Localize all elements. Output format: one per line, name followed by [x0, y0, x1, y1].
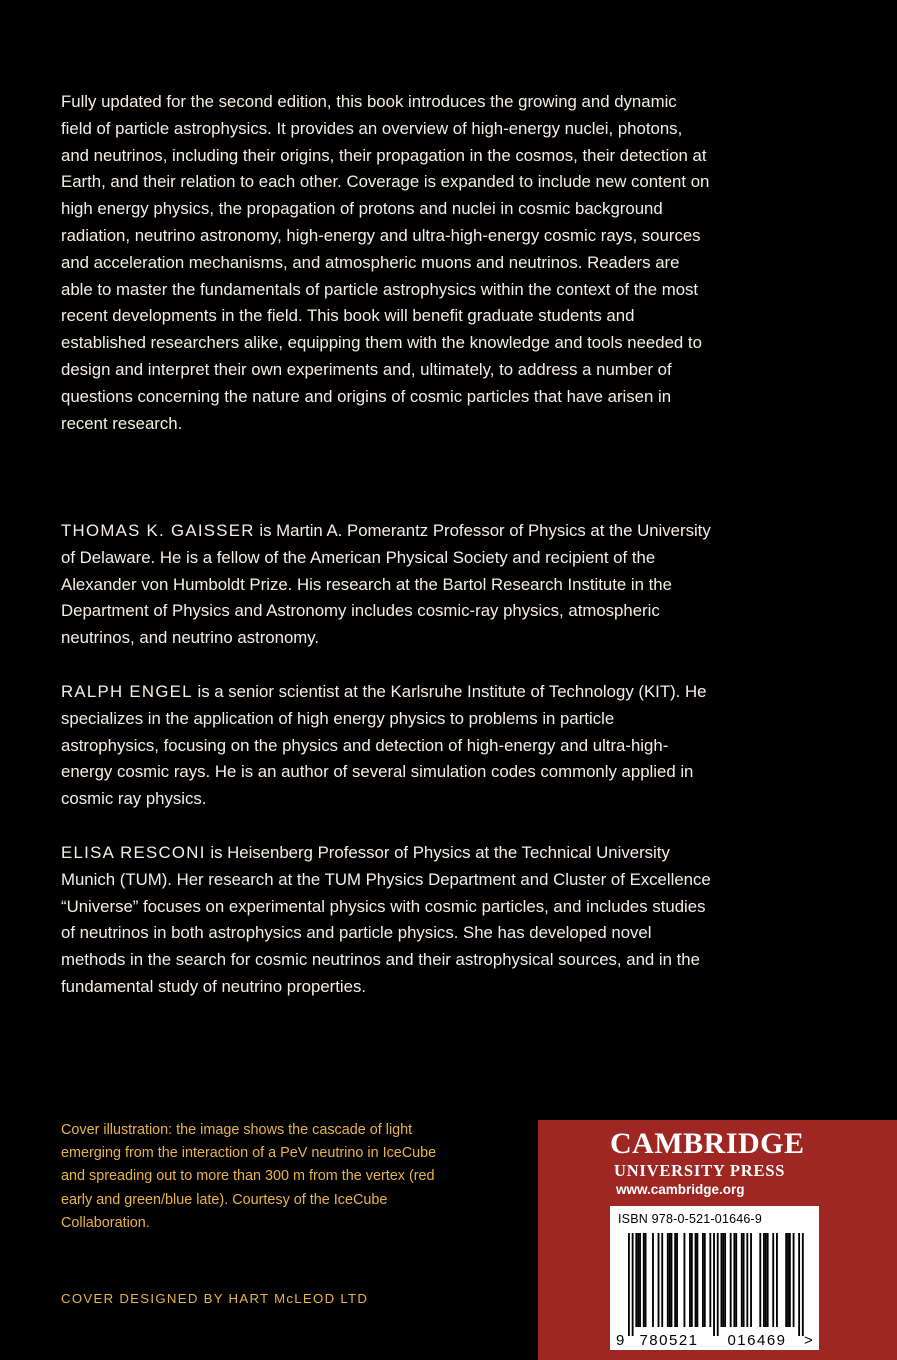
author-name: RALPH ENGEL: [61, 682, 193, 701]
barcode-bar: [721, 1233, 723, 1327]
barcode-bar: [704, 1233, 706, 1327]
barcode-bar: [733, 1233, 735, 1327]
author-bio-engel: [61, 679, 711, 813]
barcode-bar: [696, 1233, 698, 1327]
barcode-bar: [674, 1233, 676, 1327]
barcode: [610, 1206, 819, 1350]
barcode-bar: [713, 1233, 715, 1336]
barcode-bar: [741, 1233, 743, 1327]
barcode-bar: [730, 1233, 732, 1327]
author-bio-resconi: [61, 840, 711, 1001]
barcode-bar: [661, 1233, 663, 1327]
barcode-bar: [628, 1233, 630, 1336]
barcode-bar: [776, 1233, 778, 1327]
barcode-bar: [724, 1233, 726, 1327]
barcode-bar: [643, 1233, 645, 1327]
barcode-bar: [635, 1233, 637, 1327]
barcode-bar: [645, 1233, 647, 1327]
barcode-bar: [689, 1233, 691, 1327]
publisher-panel: [538, 1120, 897, 1360]
barcode-left-digits: 780521: [639, 1332, 699, 1349]
barcode-bar: [746, 1233, 748, 1327]
barcode-bar: [802, 1233, 804, 1336]
barcode-bar: [763, 1233, 765, 1327]
barcode-bar: [637, 1233, 639, 1327]
barcode-bar: [671, 1233, 673, 1327]
barcode-bar: [702, 1233, 704, 1327]
barcode-bar: [750, 1233, 752, 1327]
barcode-bar: [785, 1233, 787, 1327]
barcode-bar: [684, 1233, 686, 1327]
barcode-bar: [632, 1233, 634, 1336]
barcode-bar: [743, 1233, 745, 1327]
cover-designer-credit: COVER DESIGNED BY HART McLEOD LTD: [61, 1291, 369, 1306]
barcode-bar: [652, 1233, 654, 1327]
barcode-bar: [767, 1233, 769, 1327]
barcode-bar: [669, 1233, 671, 1327]
barcode-bar: [676, 1233, 678, 1327]
barcode-bar: [717, 1233, 719, 1336]
isbn-label: ISBN 978-0-521-01646-9: [618, 1212, 763, 1226]
barcode-bar: [722, 1233, 724, 1327]
barcode-bar: [789, 1233, 791, 1327]
cover-illustration-credit: Cover illustration: the image shows the cascade of light emerging from the interaction of a PeV neutrino in IceCube and spreading out to more than 300 m from the vertex (red early and green/blue late). Courtesy of the IceCube Collaboration.: [61, 1122, 437, 1231]
barcode-bars: [628, 1233, 804, 1336]
author-name: THOMAS K. GAISSER: [61, 521, 255, 540]
barcode-right-digits: 016469: [727, 1332, 787, 1349]
author-bio-text: is a senior scientist at the Karlsruhe Institute of Technology (KIT). He specializes in the application of high energy physics to problems in particle astrophysics, focusing on the physics and detection of high-energy and ultra-high-energy cosmic rays. He is an author of several simulation codes commonly applied in cosmic ray physics.: [61, 682, 707, 809]
book-description: Fully updated for the second edition, this book introduces the growing and dynamic field of particle astrophysics. It provides an overview of high-energy nuclei, photons, and neutrinos, including their origins, their propagation in the cosmos, their detection at Earth, and their relation to each other. Coverage is expanded to include new content on high energy physics, the propagation of protons and nuclei in cosmic background radiation, neutrino astronomy, high-energy and ultra-high-energy cosmic rays, sources and acceleration mechanisms, and atmospheric muons and neutrinos. Readers are able to master the fundamentals of particle astrophysics within the context of the most recent developments in the field. This book will benefit graduate students and established researchers alike, equipping them with the knowledge and tools needed to design and interpret their own experiments and, ultimately, to address a number of questions concerning the nature and origins of cosmic particles that have arisen in recent research.: [61, 92, 710, 433]
barcode-bar: [709, 1233, 711, 1327]
barcode-bar: [658, 1233, 660, 1327]
barcode-bar: [759, 1233, 761, 1327]
barcode-bar: [735, 1233, 737, 1327]
publisher-logo: [610, 1128, 897, 1182]
barcode-bar: [787, 1233, 789, 1327]
barcode-bar: [691, 1233, 693, 1327]
publisher-name: CAMBRIDGE: [610, 1127, 805, 1160]
barcode-first-digit: 9: [616, 1332, 625, 1349]
author-bio-gaisser: [61, 518, 711, 652]
author-name: ELISA RESCONI: [61, 843, 206, 862]
barcode-bar: [639, 1233, 641, 1327]
barcode-bar: [772, 1233, 774, 1327]
barcode-bar: [695, 1233, 697, 1327]
barcode-bar: [798, 1233, 800, 1336]
barcode-bar: [765, 1233, 767, 1327]
author-bio-text: is Martin A. Pomerantz Professor of Physics at the University of Delaware. He is a fellow of the American Physical Society and recipient of the Alexander von Humboldt Prize. His research at the Bartol Research Institute in the Department of Physics and Astronomy includes cosmic-ray physics, atmospheric neutrinos, and neutrino astronomy.: [61, 521, 711, 648]
author-bio-text: is Heisenberg Professor of Physics at the Technical University Munich (TUM). Her research at the TUM Physics Department and Cluster of Excellence “Universe” focuses on experimental physics with cosmic particles, and includes studies of neutrinos in both astrophysics and particle physics. She has developed novel methods in the search for cosmic neutrinos and their astrophysical sources, and in the fundamental study of neutrino properties.: [61, 843, 711, 996]
isbn-barcode-box: [610, 1206, 819, 1350]
publisher-url: www.cambridge.org: [616, 1182, 745, 1197]
barcode-arrow: >: [804, 1332, 813, 1349]
publisher-subname: UNIVERSITY PRESS: [614, 1161, 786, 1180]
barcode-bar: [667, 1233, 669, 1327]
barcode-bar: [793, 1233, 795, 1327]
